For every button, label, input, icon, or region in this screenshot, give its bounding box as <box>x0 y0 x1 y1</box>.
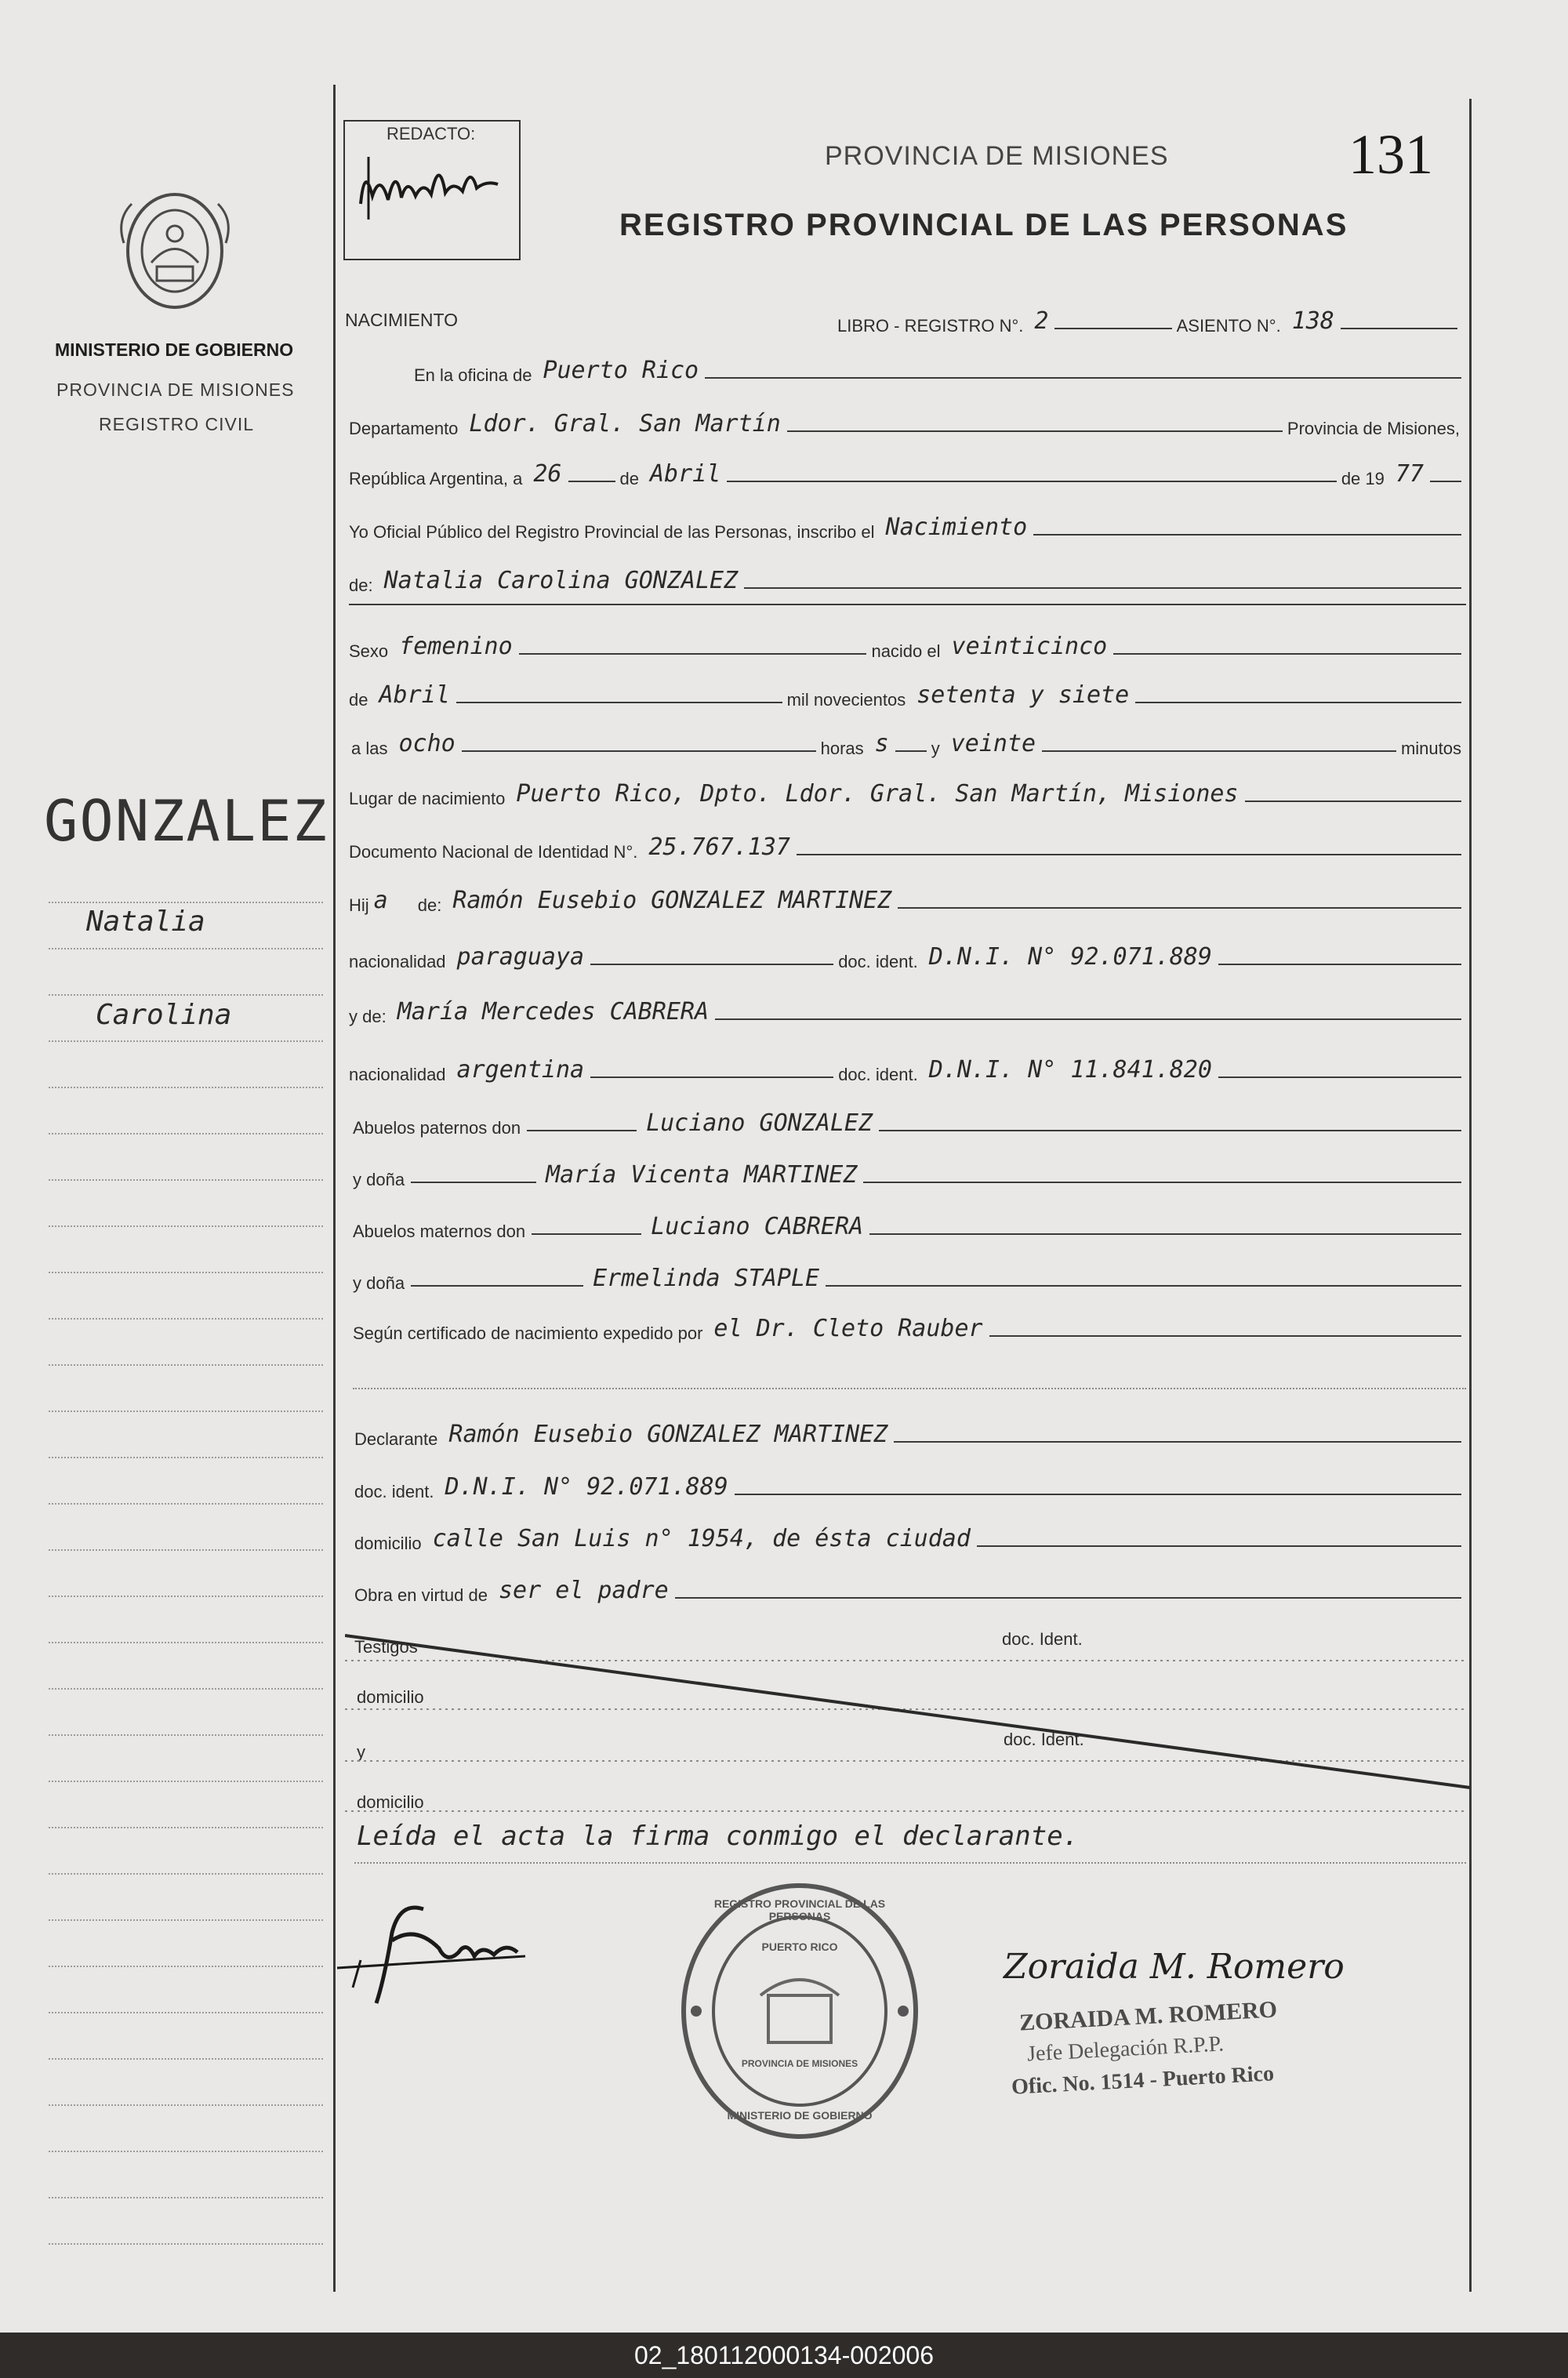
margin-rule-line <box>49 1410 323 1412</box>
province-suffix: Provincia de Misiones, <box>1287 419 1460 438</box>
child-name: Natalia Carolina GONZALEZ <box>383 567 739 594</box>
father-name: Ramón Eusebio GONZALEZ MARTINEZ <box>452 887 892 914</box>
mother-row <box>349 993 1466 1027</box>
witness-address-label: domicilio <box>357 1687 424 1707</box>
and-of-label: y de: <box>349 1007 387 1026</box>
margin-rule-line <box>49 1873 323 1875</box>
maternal-grandmother: Ermelinda STAPLE <box>593 1265 820 1292</box>
seal-ring-bottom: MINISTERIO DE GOBIERNO <box>727 2109 873 2122</box>
margin-rule-line <box>49 2058 323 2060</box>
of-label: de: <box>349 575 373 595</box>
thousand-label: mil novecientos <box>786 690 906 710</box>
office-value: Puerto Rico <box>543 357 699 384</box>
minutes-label: minutos <box>1400 739 1462 758</box>
father-row <box>349 881 1466 916</box>
hour-value: ocho <box>398 730 456 757</box>
declarant-doc-row <box>354 1468 1466 1502</box>
address-label: domicilio <box>354 1534 422 1553</box>
margin-rule-line <box>49 2243 323 2245</box>
sex-label: Sexo <box>349 641 389 661</box>
paternal-gp-label: Abuelos paternos don <box>353 1118 521 1138</box>
margin-rule-line <box>49 2151 323 2152</box>
mother-nationality-row <box>349 1051 1466 1085</box>
margin-rule-line <box>49 1781 323 1782</box>
margin-rule-line <box>49 1596 323 1597</box>
province-label: PROVINCIA DE MISIONES <box>56 379 295 400</box>
certificate-value: el Dr. Cleto Rauber <box>713 1315 983 1342</box>
margin-given-name-2: Carolina <box>96 999 232 1031</box>
seal-ring-top: REGISTRO PROVINCIAL DE LAS PERSONAS <box>713 1897 886 1922</box>
paternal-grandfather: Luciano GONZALEZ <box>646 1109 873 1137</box>
year-words: setenta y siete <box>916 681 1130 709</box>
dni-label: Documento Nacional de Identidad N°. <box>349 842 638 862</box>
address-row <box>354 1519 1466 1554</box>
margin-rule-line <box>49 2104 323 2106</box>
registry-title: REGISTRO PROVINCIAL DE LAS PERSONAS <box>619 208 1348 242</box>
maternal-grandmother-row <box>353 1259 1466 1294</box>
department-value: Ldor. Gral. San Martín <box>469 410 781 437</box>
margin-rule-line <box>49 1133 323 1135</box>
maternal-grandfather: Luciano CABRERA <box>651 1213 864 1240</box>
book-label: LIBRO - REGISTRO N°. <box>837 316 1024 336</box>
at-label: a las <box>351 739 388 758</box>
margin-rule-line <box>49 1549 323 1551</box>
margin-rule-line <box>49 1087 323 1088</box>
witness-address-label-2: domicilio <box>357 1792 424 1812</box>
witness-doc-label-2: doc. Ident. <box>1004 1730 1084 1749</box>
margin-rule-line <box>49 1966 323 1967</box>
margin-rule-line <box>49 994 323 996</box>
child-of-suffix: a <box>373 887 388 914</box>
father-doc-label: doc. ident. <box>838 952 918 971</box>
birthplace-value: Puerto Rico, Dpto. Ldor. Gral. San Martín, Misiones <box>516 780 1239 808</box>
closing-text: Leída el acta la firma conmigo el declarante. <box>357 1821 1080 1852</box>
born-label: nacido el <box>871 641 941 661</box>
declarant-doc-value: D.N.I. N° 92.071.889 <box>445 1473 728 1501</box>
margin-rule-line <box>49 1457 323 1458</box>
margin-rule-line <box>49 1318 323 1320</box>
official-row <box>349 508 1466 543</box>
official-label: Yo Oficial Público del Registro Provincial de las Personas, inscribo el <box>349 522 875 542</box>
declarant-signature <box>329 1893 533 2011</box>
official-stamp-office: Ofic. No. 1514 - Puerto Rico <box>1011 2061 1275 2100</box>
margin-rule-line <box>49 1040 323 1042</box>
dni-row <box>349 828 1466 862</box>
witness-strike-line <box>345 1631 1474 1803</box>
margin-surname: GONZALEZ <box>44 788 328 854</box>
seal-inner-top: PUERTO RICO <box>761 1941 838 1953</box>
acting-value: ser el padre <box>498 1577 669 1604</box>
birthplace-row <box>349 775 1466 809</box>
department-row <box>349 405 1466 439</box>
margin-rule-line <box>49 1272 323 1273</box>
father-doc: D.N.I. N° 92.071.889 <box>928 943 1212 971</box>
born-month: Abril <box>379 681 450 709</box>
margin-rule-line <box>49 1827 323 1828</box>
date-row <box>349 455 1466 489</box>
certificate-underline <box>353 1388 1466 1389</box>
paternal-grandmother-row <box>353 1156 1466 1190</box>
year-label: de 19 <box>1341 469 1385 488</box>
mother-nationality-label: nacionalidad <box>349 1065 446 1084</box>
mother-doc-label: doc. ident. <box>838 1065 918 1084</box>
year-value: 77 <box>1395 460 1424 488</box>
republic-label: República Argentina, a <box>349 469 523 488</box>
acting-row <box>354 1571 1466 1606</box>
acting-label: Obra en virtud de <box>354 1585 488 1605</box>
mother-doc: D.N.I. N° 11.841.820 <box>928 1056 1212 1084</box>
declarant-doc-label: doc. ident. <box>354 1482 434 1501</box>
margin-rule-line <box>49 1734 323 1736</box>
record-type: NACIMIENTO <box>345 310 458 330</box>
maternal-grandfather-row <box>353 1207 1466 1242</box>
office-row <box>414 351 1466 386</box>
sex-value: femenino <box>399 633 513 660</box>
official-value: Nacimiento <box>885 514 1028 541</box>
declarant-row <box>354 1415 1466 1450</box>
minutes-value: veinte <box>950 730 1036 757</box>
child-name-underline <box>349 604 1466 605</box>
margin-rule-line <box>49 2197 323 2198</box>
month-label: de <box>619 469 639 488</box>
witnesses-label: Testigos <box>354 1637 418 1657</box>
office-label: En la oficina de <box>414 365 532 385</box>
margin-rule-line <box>49 1225 323 1227</box>
margin-given-name-1: Natalia <box>86 906 205 938</box>
birthplace-label: Lugar de nacimiento <box>349 789 506 808</box>
certificate-row <box>353 1309 1466 1344</box>
father-nationality-label: nacionalidad <box>349 952 446 971</box>
entry-label: ASIENTO N°. <box>1176 316 1281 336</box>
witness-doc-label: doc. Ident. <box>1002 1629 1083 1649</box>
margin-rule-line <box>49 1642 323 1643</box>
province-title: PROVINCIA DE MISIONES <box>825 141 1169 171</box>
coat-of-arms-icon <box>116 188 234 321</box>
book-entry-row <box>837 302 1462 336</box>
image-code: 02_180112000134-002006 <box>633 2341 934 2369</box>
ministry-label: MINISTERIO DE GOBIERNO <box>55 339 294 360</box>
month-value: Abril <box>649 460 721 488</box>
child-name-row <box>349 561 1466 596</box>
dni-value: 25.767.137 <box>648 833 790 861</box>
and-label: y <box>931 739 940 758</box>
mother-name: María Mercedes CABRERA <box>397 998 710 1026</box>
maternal-gp-label: Abuelos maternos don <box>353 1222 526 1241</box>
time-row <box>351 724 1468 759</box>
margin-rule-line <box>49 1179 323 1181</box>
margin-rule-line <box>49 1919 323 1921</box>
right-border-line <box>1469 99 1472 2292</box>
department-label: Departamento <box>349 419 459 438</box>
civil-registry-label: REGISTRO CIVIL <box>99 414 255 434</box>
entry-value: 138 <box>1291 307 1334 335</box>
paternal-dona-label: y doña <box>353 1170 405 1189</box>
certificate-label: Según certificado de nacimiento expedido por <box>353 1323 703 1343</box>
seal-inner-bottom: PROVINCIA DE MISIONES <box>741 2058 858 2069</box>
father-nationality-row <box>349 938 1466 972</box>
of-month-label: de <box>349 690 368 710</box>
book-value: 2 <box>1034 307 1049 335</box>
closing-underline <box>354 1862 1466 1864</box>
address-value: calle San Luis n° 1954, de ésta ciudad <box>432 1525 971 1552</box>
official-signature: Zoraida M. Romero <box>1004 1947 1345 1987</box>
margin-rule-line <box>49 902 323 903</box>
drafted-label: REDACTO: <box>387 124 476 143</box>
day-value: 26 <box>533 460 562 488</box>
hours-label: horas <box>820 739 864 758</box>
sex-row <box>349 627 1466 662</box>
margin-rule-line <box>49 1503 323 1505</box>
born-month-row <box>349 676 1466 710</box>
father-nationality: paraguaya <box>456 943 585 971</box>
drafter-signature <box>353 141 510 227</box>
hours-dash: s <box>874 730 889 757</box>
mother-nationality: argentina <box>456 1056 585 1084</box>
paternal-grandmother: María Vicenta MARTINEZ <box>546 1161 858 1189</box>
margin-rule-line <box>49 2012 323 2013</box>
margin-rule-line <box>49 1688 323 1690</box>
margin-rule-line <box>49 948 323 949</box>
maternal-dona-label: y doña <box>353 1273 405 1293</box>
child-of-de: de: <box>417 895 442 915</box>
paternal-grandfather-row <box>353 1104 1466 1138</box>
declarant-label: Declarante <box>354 1429 438 1449</box>
declarant-value: Ramón Eusebio GONZALEZ MARTINEZ <box>448 1421 888 1448</box>
child-of-label: Hij <box>349 895 369 915</box>
witness-and-label: y <box>357 1742 365 1762</box>
page-number: 131 <box>1348 123 1433 186</box>
official-stamp-name: ZORAIDA M. ROMERO <box>1018 1996 1278 2036</box>
official-stamp-title: Jefe Delegación R.P.P. <box>1026 2031 1225 2067</box>
margin-rule-line <box>49 1364 323 1366</box>
born-value: veinticinco <box>951 633 1108 660</box>
